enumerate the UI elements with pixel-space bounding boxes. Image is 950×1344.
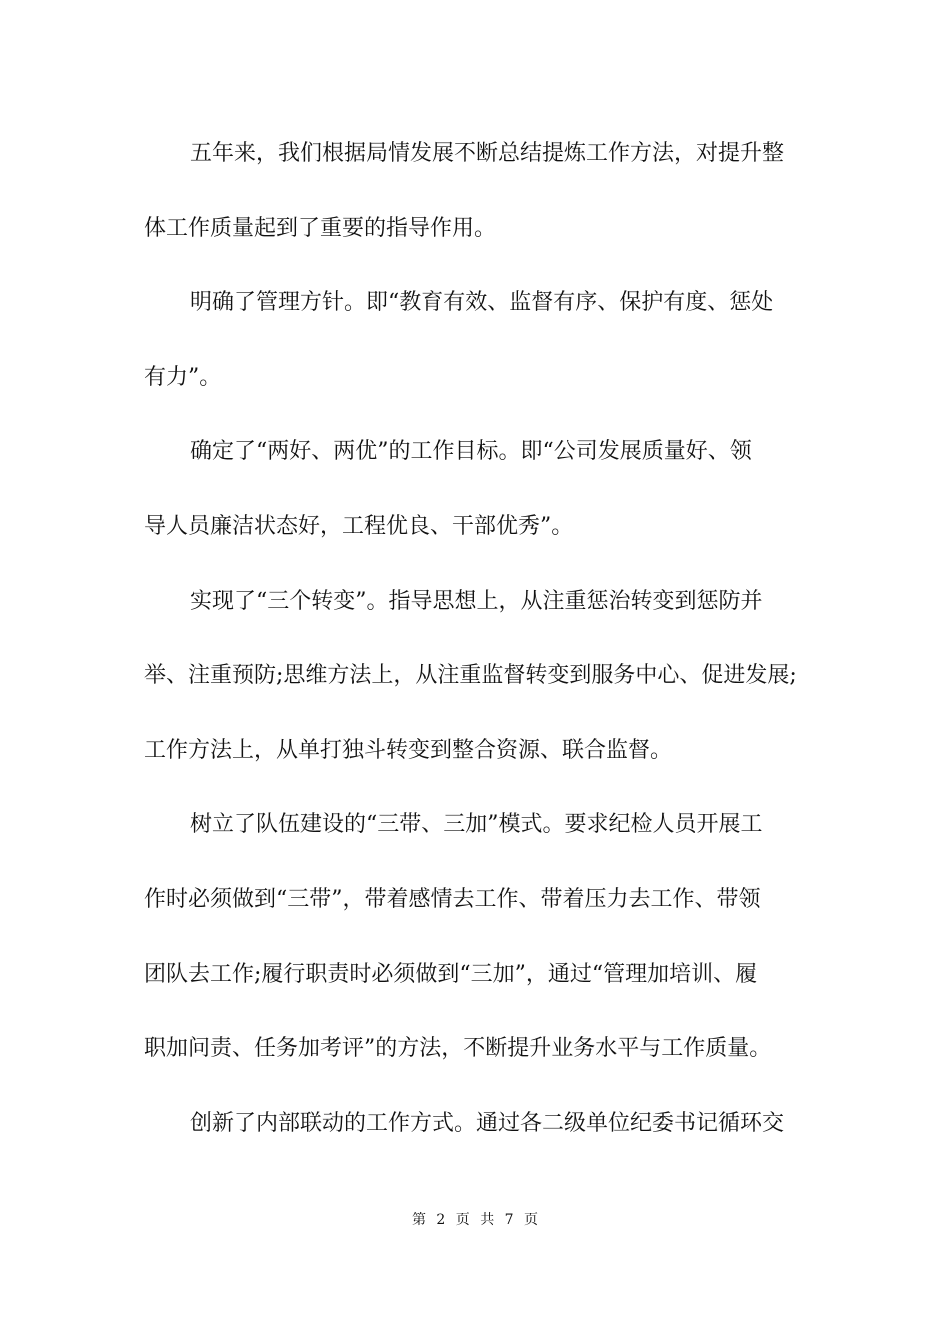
page-number: 第 2 页 共 7 页	[411, 1212, 539, 1228]
paragraph-5-line-3: 团队去工作;履行职责时必须做到“三加”，通过“管理加培训、履	[144, 961, 758, 987]
paragraph-1-line-2: 体工作质量起到了重要的指导作用。	[144, 215, 497, 241]
paragraph-5-line-2: 作时必须做到“三带”，带着感情去工作、带着压力去工作、带领	[144, 886, 761, 912]
paragraph-1-line-1: 五年来，我们根据局情发展不断总结提炼工作方法，对提升整	[190, 141, 785, 166]
paragraph-3-line-2: 导人员廉洁状态好，工程优良、干部优秀”。	[144, 513, 574, 539]
paragraph-2-line-1: 明确了管理方针。即“教育有效、监督有序、保护有度、惩处	[190, 290, 774, 316]
paragraph-4-line-2: 举、注重预防;思维方法上，从注重监督转变到服务中心、促进发展;	[144, 663, 797, 689]
paragraph-6-line-1: 创新了内部联动的工作方式。通过各二级单位纪委书记循环交	[190, 1110, 785, 1136]
paragraph-5-line-1: 树立了队伍建设的“三带、三加”模式。要求纪检人员开展工	[190, 812, 763, 838]
paragraph-4-line-3: 工作方法上，从单打独斗转变到整合资源、联合监督。	[144, 737, 673, 763]
page-footer	[0, 1210, 950, 1230]
body-text	[144, 137, 809, 1181]
paragraph-5-line-4: 职加问责、任务加考评”的方法，不断提升业务水平与工作质量。	[144, 1036, 772, 1062]
paragraph-3-line-1: 确定了“两好、两优”的工作目标。即“公司发展质量好、领	[190, 439, 752, 465]
paragraph-4-line-1: 实现了“三个转变”。指导思想上，从注重惩治转变到惩防并	[190, 588, 763, 614]
paragraph-2-line-2: 有力”。	[144, 364, 222, 390]
